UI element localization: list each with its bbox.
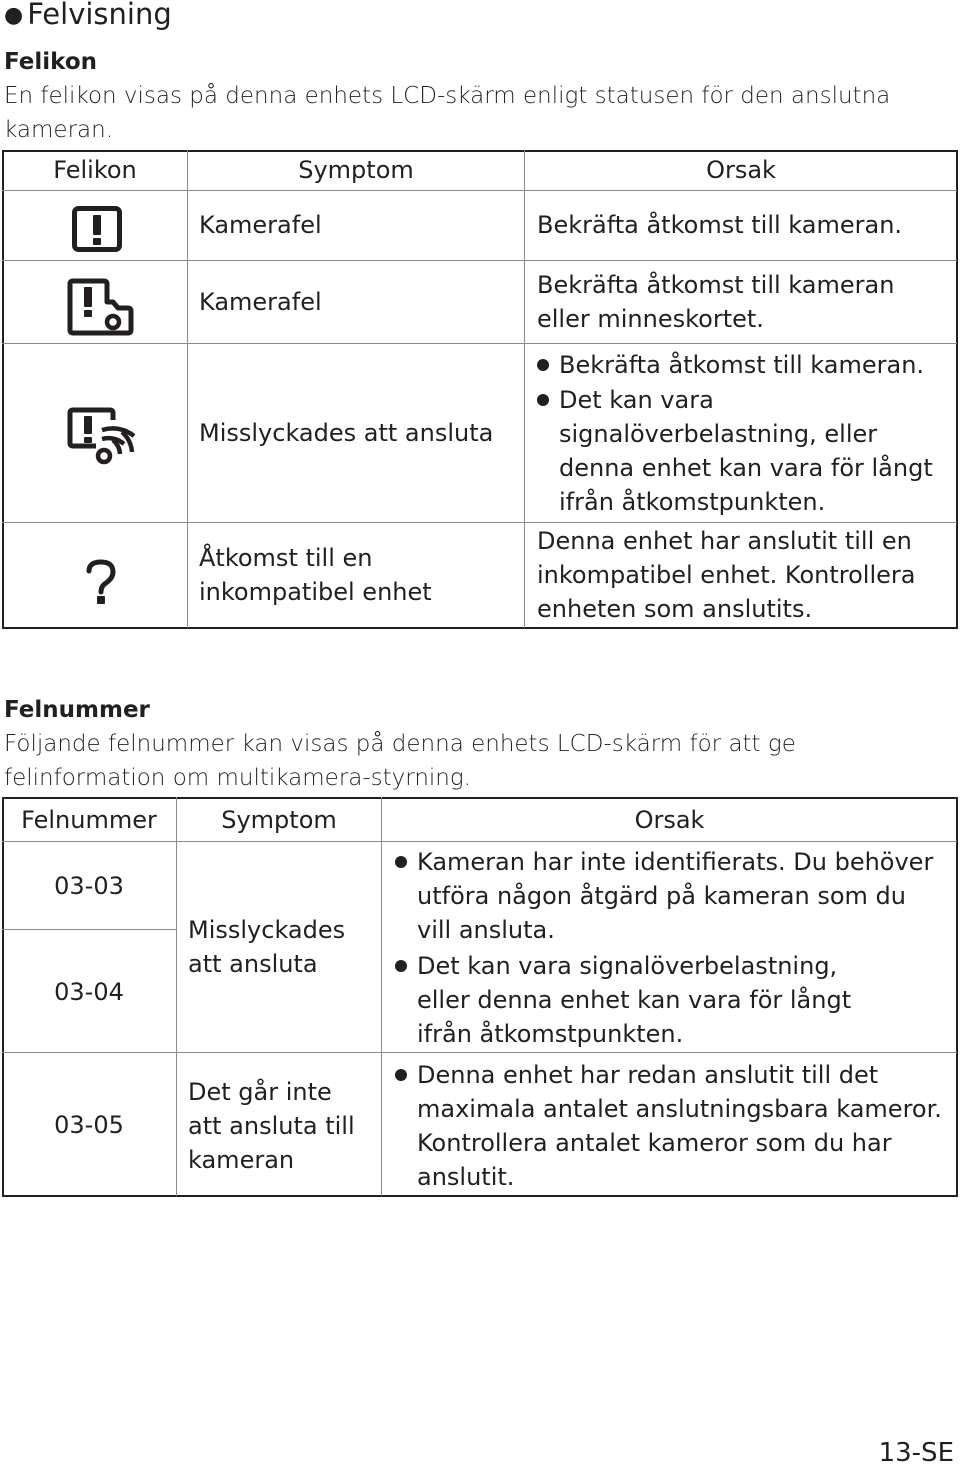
bullet-dot	[395, 856, 407, 868]
cause-bullet	[559, 348, 949, 382]
cause-bullet	[417, 1058, 942, 1194]
bullet-dot	[395, 960, 407, 972]
cause-bullet-text: Det kan vara signalöverbelastning, eller denna enhet kan vara för långt ifrån åtkomstpunkten.	[559, 386, 933, 516]
error-number: 03-05	[54, 1111, 124, 1139]
cause-bullet	[559, 383, 949, 519]
column-header-symptom: Symptom	[298, 156, 414, 184]
cause-bullet-text: Denna enhet har redan anslutit till det maximala antalet anslutningsbara kameror. Kontrollera antalet kameror som du har anslutit.	[417, 1061, 942, 1191]
exclamation-box-icon	[72, 206, 122, 252]
cause-text: Bekräfta åtkomst till kameran.	[537, 211, 903, 239]
error-numbers-heading: Felnummer	[4, 697, 150, 723]
exclamation-memory-card-icon	[66, 278, 134, 336]
bullet-dot	[537, 394, 549, 406]
cause-bullet-text: Bekräfta åtkomst till kameran.	[559, 351, 925, 379]
section-title	[4, 0, 172, 38]
bullet-dot: ●	[4, 3, 24, 28]
page-number: 13-SE	[878, 1438, 954, 1468]
error-icons-heading: Felikon	[4, 49, 97, 75]
column-header-cause: Orsak	[706, 156, 776, 184]
error-number: 03-04	[54, 978, 124, 1006]
bullet-dot	[537, 359, 549, 371]
column-header-icon: Felikon	[53, 156, 137, 184]
question-mark-icon	[84, 558, 118, 606]
cause-bullet-text: Det kan vara signalöverbelastning, eller denna enhet kan vara för långt ifrån åtkomstpunkten.	[417, 952, 852, 1048]
cause-text: Bekräfta åtkomst till kameran eller minneskortet.	[537, 271, 895, 333]
cause-text: Denna enhet har anslutit till en inkompatibel enhet. Kontrollera enheten som anslutits.	[537, 527, 916, 623]
section-title-text: Felvisning	[27, 0, 172, 31]
symptom-text: Misslyckades att ansluta	[199, 419, 494, 447]
symptom-text: Misslyckades att ansluta	[188, 916, 346, 978]
symptom-text: Åtkomst till en inkompatibel enhet	[199, 544, 432, 606]
cause-bullet	[417, 949, 867, 1051]
error-number: 03-03	[54, 872, 124, 900]
error-numbers-intro: Följande felnummer kan visas på denna enhets LCD-skärm för att ge felinformation om multikamera-styrning.	[4, 731, 796, 791]
column-header-cause: Orsak	[634, 806, 705, 834]
cause-bullet	[417, 845, 942, 947]
column-header-symptom: Symptom	[221, 806, 337, 834]
symptom-text: Det går inte att ansluta till kameran	[188, 1078, 355, 1174]
cause-bullet-text: Kameran har inte identifierats. Du behöver utföra någon åtgärd på kameran som du vill ansluta.	[417, 848, 934, 944]
symptom-text: Kamerafel	[199, 211, 322, 239]
column-header-number: Felnummer	[21, 806, 157, 834]
bullet-dot	[395, 1069, 407, 1081]
error-icons-intro: En felikon visas på denna enhets LCD-skärm enligt statusen för den anslutna kameran.	[4, 83, 891, 143]
exclamation-wifi-icon	[66, 406, 138, 466]
symptom-text: Kamerafel	[199, 288, 322, 316]
